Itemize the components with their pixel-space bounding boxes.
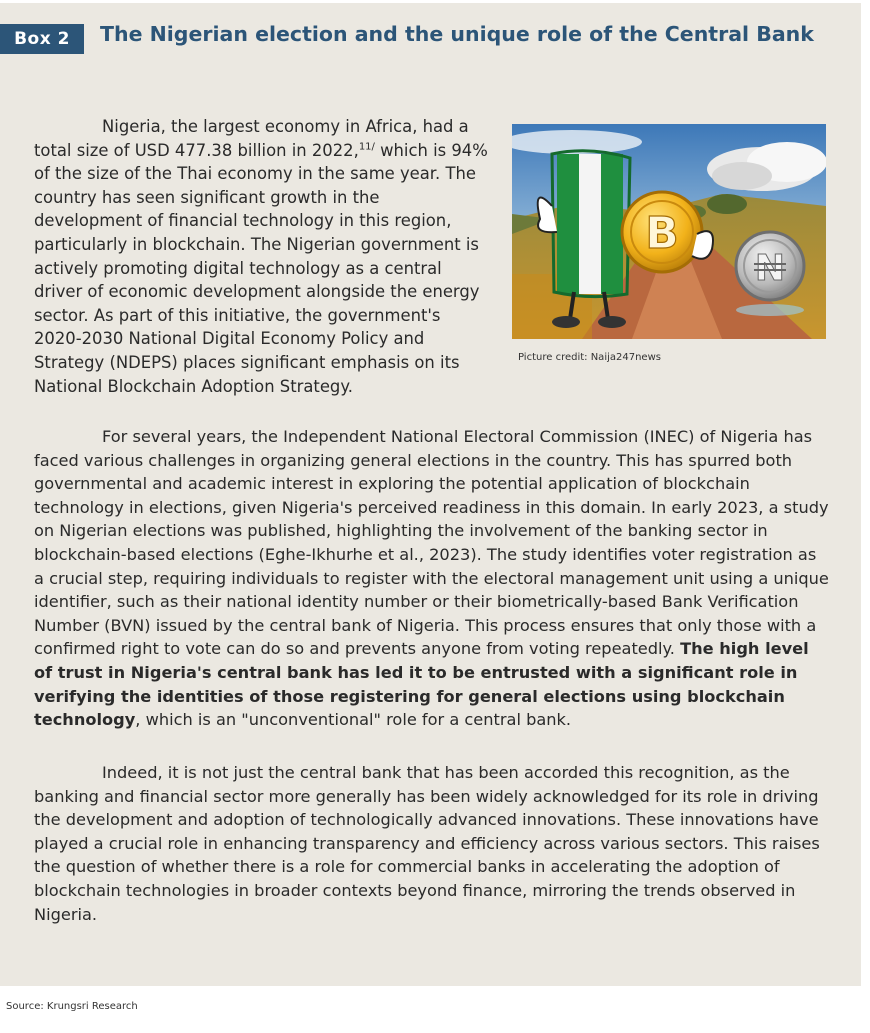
box-title: The Nigerian election and the unique role of the Central Bank [100, 22, 814, 46]
box-label: Box 2 [0, 24, 84, 54]
paragraph1-text-a: Nigeria, the largest economy in Africa, had a total size of USD 477.38 billion in 2022, [34, 117, 469, 160]
naira-symbol: N [754, 248, 786, 289]
paragraph-banking-sector [34, 761, 829, 926]
source-note: Source: Krungsri Research [6, 1001, 138, 1012]
picture-credit: Picture credit: Naija247news [518, 352, 661, 363]
paragraph1-text-b: which is 94% of the size of the Thai economy in the same year. The country has seen significant growth in the development of financial technology in this region, particularly in blockchain. The Nigerian government is actively promoting digital technology as a central driver of economic development alongside the energy sector. As part of this initiative, the government's 2020-2030 National Digital Economy Policy and Strategy (NDEPS) places significant emphasis on its National Blockchain Adoption Strategy. [34, 140, 488, 396]
paragraph-election-commission [34, 425, 829, 732]
paragraph2-bold-highlight: The high level of trust in Nigeria's central bank has led it to be entrusted with a significant role in verifying the identities of those registering for general elections using blockchain technology [34, 639, 809, 730]
paragraph3-text: Indeed, it is not just the central bank that has been accorded this recognition, as the banking and financial sector more generally has been widely acknowledged for its role in driving the development and adoption of technologically advanced innovations. These innovations have played a crucial role in enhancing transparency and efficiency across various sectors. This raises the question of whether there is a role for commercial banks in accelerating the adoption of blockchain technologies in broader contexts beyond finance, mirroring the trends observed in Nigeria. [34, 763, 820, 924]
paragraph2-text-a: For several years, the Independent National Electoral Commission (INEC) of Nigeria has faced various challenges in organizing general elections in the country. This has spurred both governmental and academic interest in exploring the potential application of blockchain technology in elections, given Nigeria's perceived readiness in this domain. In early 2023, a study on Nigerian elections was published, highlighting the involvement of the banking sector in blockchain-based elections (Eghe-Ikhurhe et al., 2023). The study identifies voter registration as a crucial step, requiring individuals to register with the electoral management unit using a unique identifier, such as their national identity number or their biometrically-based Bank Verification Number (BVN) issued by the central bank of Nigeria. This process ensures that only those with a confirmed right to vote can do so and prevents anyone from voting repeatedly. [34, 427, 829, 659]
paragraph2-text-b: , which is an "unconventional" role for a central bank. [135, 710, 572, 730]
nigeria-blockchain-illustration [512, 124, 826, 339]
footnote-marker[interactable]: 11/ [358, 141, 375, 153]
bitcoin-symbol: B [645, 208, 679, 259]
illustration-svg [512, 124, 826, 339]
paragraph-nigeria-economy [34, 115, 492, 398]
